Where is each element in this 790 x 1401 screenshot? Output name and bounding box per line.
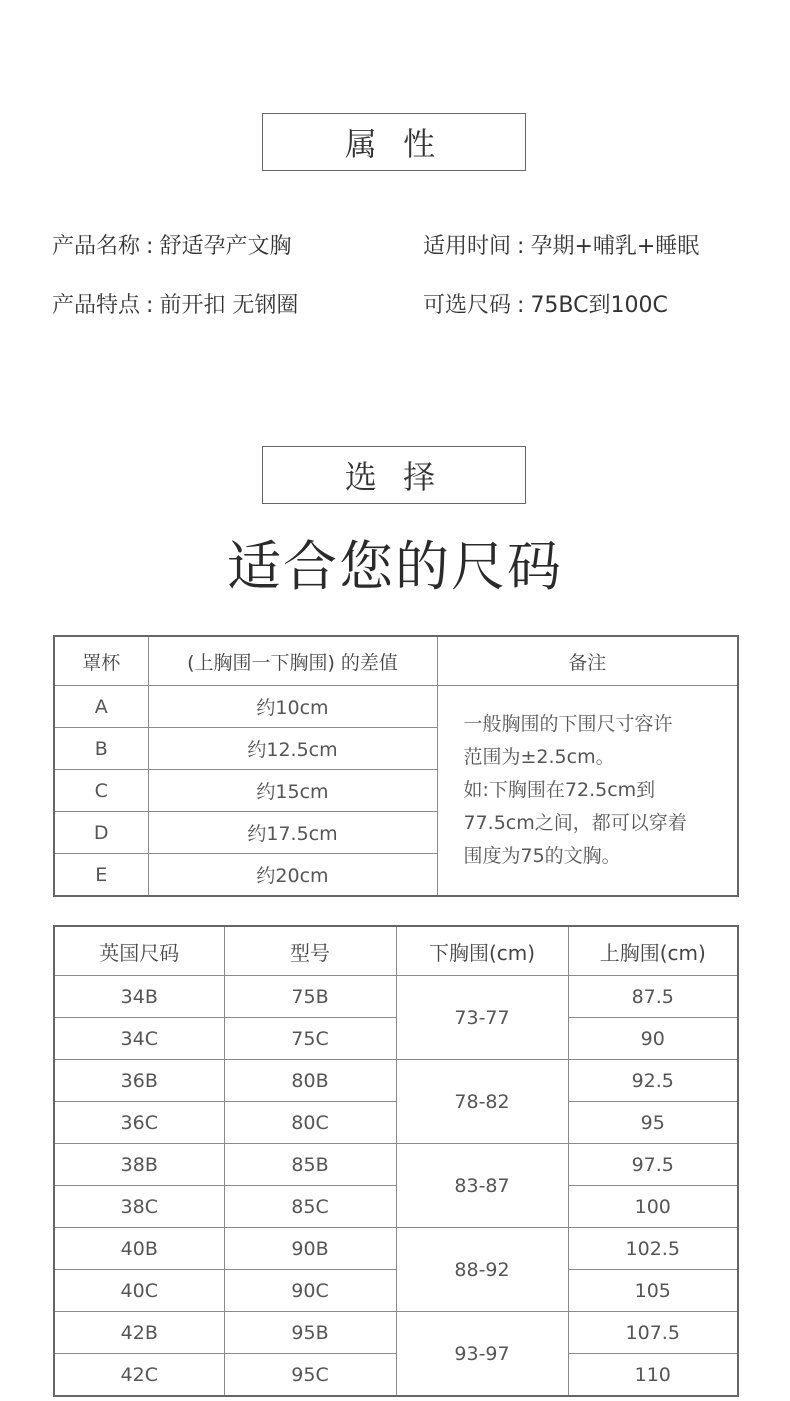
- header-note: 备注: [437, 636, 738, 686]
- cell-underbust: 83-87: [396, 1144, 568, 1228]
- table-row: [54, 1312, 738, 1354]
- cell-overbust: 100: [568, 1186, 738, 1228]
- cell-cup: A: [54, 686, 148, 728]
- cell-model: 90C: [224, 1270, 396, 1312]
- table-row: [54, 1060, 738, 1102]
- attr-features: [52, 288, 298, 319]
- cell-diff: 约17.5cm: [148, 812, 437, 854]
- note-line: 范围为±2.5cm。: [463, 746, 615, 768]
- note-line: 77.5cm之间，都可以穿着: [463, 812, 687, 834]
- cell-model: 80C: [224, 1102, 396, 1144]
- header-model: 型号: [224, 926, 396, 976]
- note-line: 围度为75的文胸。: [463, 845, 621, 867]
- cell-model: 95B: [224, 1312, 396, 1354]
- cell-uk-size: 38B: [54, 1144, 224, 1186]
- attr-product-name: [52, 229, 291, 260]
- table-row: [54, 1228, 738, 1270]
- attr-value: 75BC到100C: [530, 293, 668, 318]
- table-row: [54, 1144, 738, 1186]
- cell-underbust: 93-97: [396, 1312, 568, 1397]
- attributes-heading-box: [262, 113, 526, 171]
- cell-uk-size: 36C: [54, 1102, 224, 1144]
- attr-value: 前开扣 无钢圈: [159, 293, 299, 318]
- cell-overbust: 105: [568, 1270, 738, 1312]
- cell-model: 75B: [224, 976, 396, 1018]
- cell-uk-size: 40B: [54, 1228, 224, 1270]
- choose-heading-box: [262, 446, 526, 504]
- cell-note: [437, 686, 738, 897]
- cell-diff: 约10cm: [148, 686, 437, 728]
- cell-overbust: 97.5: [568, 1144, 738, 1186]
- cell-uk-size: 42C: [54, 1354, 224, 1397]
- size-table: [53, 925, 739, 1397]
- cell-overbust: 92.5: [568, 1060, 738, 1102]
- attributes-heading: 属 性: [344, 125, 444, 163]
- cell-uk-size: 42B: [54, 1312, 224, 1354]
- table-row: [54, 976, 738, 1018]
- cell-uk-size: 34B: [54, 976, 224, 1018]
- header-uk-size: 英国尺码: [54, 926, 224, 976]
- cell-overbust: 87.5: [568, 976, 738, 1018]
- cell-uk-size: 34C: [54, 1018, 224, 1060]
- cell-overbust: 90: [568, 1018, 738, 1060]
- cell-model: 85C: [224, 1186, 396, 1228]
- attr-sizes: [423, 288, 668, 319]
- cell-uk-size: 36B: [54, 1060, 224, 1102]
- header-cup: 罩杯: [54, 636, 148, 686]
- cell-overbust: 95: [568, 1102, 738, 1144]
- attr-separator: :: [146, 234, 154, 259]
- table-header-row: [54, 926, 738, 976]
- attr-separator: :: [146, 293, 154, 318]
- attr-usage-time: [423, 229, 699, 260]
- attr-label: 产品名称: [52, 234, 141, 259]
- header-diff: (上胸围一下胸围) 的差值: [148, 636, 437, 686]
- table-header-row: [54, 636, 738, 686]
- cell-diff: 约12.5cm: [148, 728, 437, 770]
- attr-separator: :: [517, 234, 525, 259]
- cell-underbust: 78-82: [396, 1060, 568, 1144]
- cell-model: 85B: [224, 1144, 396, 1186]
- cell-overbust: 102.5: [568, 1228, 738, 1270]
- cell-model: 90B: [224, 1228, 396, 1270]
- attr-label: 适用时间: [423, 234, 512, 259]
- cell-cup: E: [54, 854, 148, 897]
- cell-uk-size: 38C: [54, 1186, 224, 1228]
- size-title: 适合您的尺码: [227, 535, 563, 598]
- attr-label: 产品特点: [52, 293, 141, 318]
- attr-value: 孕期+哺乳+睡眠: [530, 234, 700, 259]
- note-line: 如:下胸围在72.5cm到: [463, 779, 656, 801]
- header-underbust: 下胸围(cm): [396, 926, 568, 976]
- cell-cup: C: [54, 770, 148, 812]
- choose-heading: 选 择: [344, 458, 444, 496]
- attr-label: 可选尺码: [423, 293, 512, 318]
- attr-value: 舒适孕产文胸: [159, 234, 292, 259]
- cup-table: [53, 635, 739, 897]
- cell-underbust: 73-77: [396, 976, 568, 1060]
- cell-model: 75C: [224, 1018, 396, 1060]
- note-line: 一般胸围的下围尺寸容许: [463, 713, 673, 735]
- cell-cup: D: [54, 812, 148, 854]
- cell-model: 95C: [224, 1354, 396, 1397]
- table-row: [54, 686, 738, 728]
- attr-separator: :: [517, 293, 525, 318]
- cell-overbust: 110: [568, 1354, 738, 1397]
- cell-diff: 约15cm: [148, 770, 437, 812]
- cell-overbust: 107.5: [568, 1312, 738, 1354]
- cell-underbust: 88-92: [396, 1228, 568, 1312]
- cell-cup: B: [54, 728, 148, 770]
- cell-model: 80B: [224, 1060, 396, 1102]
- cell-uk-size: 40C: [54, 1270, 224, 1312]
- cell-diff: 约20cm: [148, 854, 437, 897]
- header-overbust: 上胸围(cm): [568, 926, 738, 976]
